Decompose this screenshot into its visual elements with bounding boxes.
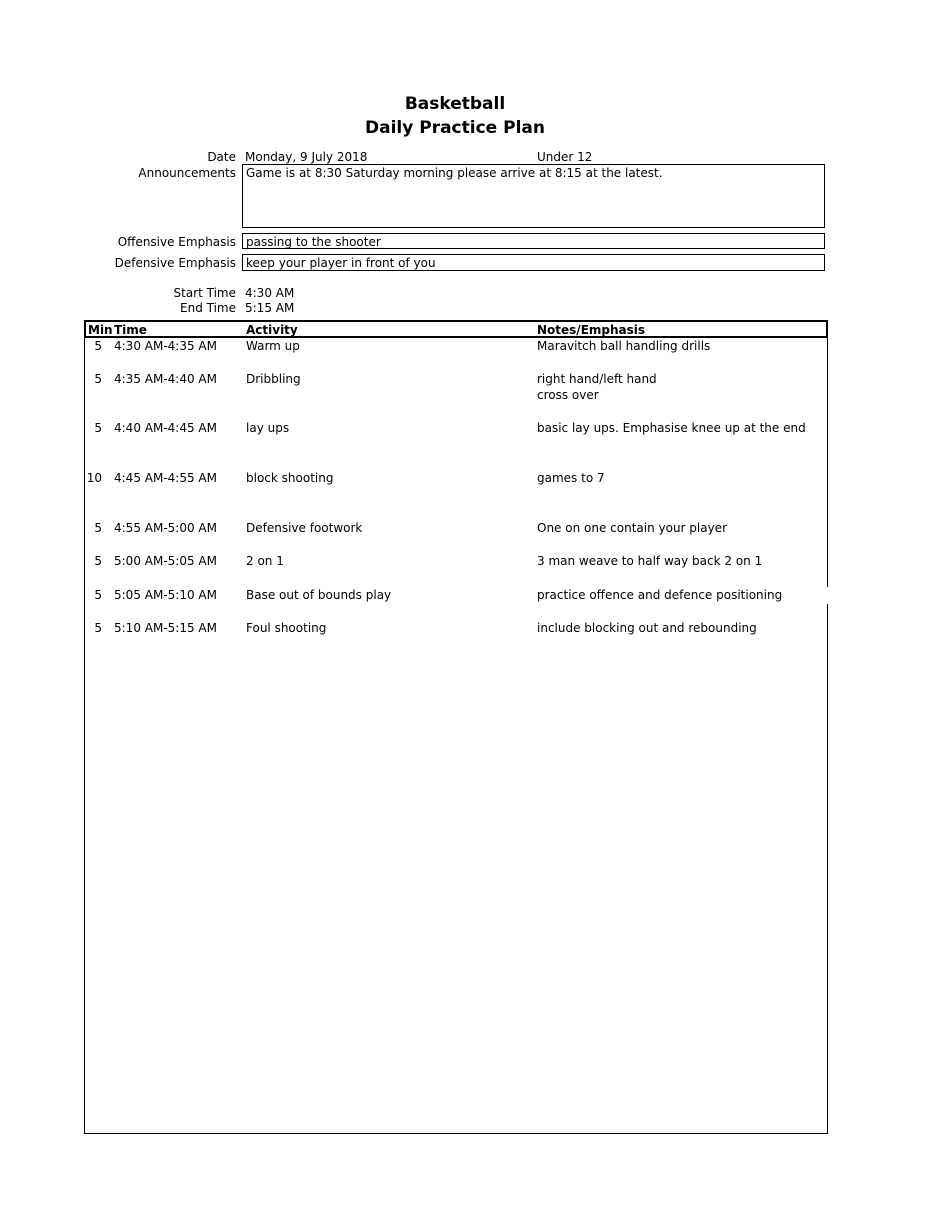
header-time: Time [114, 323, 147, 337]
practice-table [84, 320, 828, 1134]
row-notes: basic lay ups. Emphasise knee up at the end [537, 421, 806, 435]
row-min: 5 [94, 554, 102, 568]
row-activity: Foul shooting [246, 621, 327, 635]
row-min: 5 [94, 521, 102, 535]
row-notes: One on one contain your player [537, 521, 728, 535]
row-time: 4:55 AM-5:00 AM [114, 521, 217, 535]
header-activity: Activity [246, 323, 298, 337]
table-border-gap [824, 587, 832, 604]
row-activity: Base out of bounds play [246, 588, 392, 602]
row-activity: Dribbling [246, 372, 301, 386]
row-min: 5 [94, 621, 102, 635]
row-activity: 2 on 1 [246, 554, 284, 568]
date-label: Date [207, 150, 236, 164]
offensive-emphasis-field[interactable]: passing to the shooter [242, 233, 825, 249]
row-notes: games to 7 [537, 471, 605, 485]
end-time-value[interactable]: 5:15 AM [245, 301, 295, 315]
row-min: 5 [94, 588, 102, 602]
row-min: 5 [94, 339, 102, 353]
page-title: Daily Practice Plan [365, 118, 545, 138]
row-time: 4:45 AM-4:55 AM [114, 471, 217, 485]
row-time: 5:00 AM-5:05 AM [114, 554, 217, 568]
defensive-emphasis-label: Defensive Emphasis [114, 256, 236, 270]
table-header [84, 320, 828, 338]
date-value[interactable]: Monday, 9 July 2018 [245, 150, 368, 164]
start-time-value[interactable]: 4:30 AM [245, 286, 295, 300]
defensive-emphasis-field[interactable]: keep your player in front of you [242, 254, 825, 271]
row-activity: lay ups [246, 421, 290, 435]
row-notes: 3 man weave to half way back 2 on 1 [537, 554, 763, 568]
row-notes-line2: cross over [537, 388, 599, 402]
row-activity: Defensive footwork [246, 521, 363, 535]
header-min: Min [88, 323, 113, 337]
row-time: 4:35 AM-4:40 AM [114, 372, 217, 386]
offensive-emphasis-label: Offensive Emphasis [117, 235, 236, 249]
row-time: 4:30 AM-4:35 AM [114, 339, 217, 353]
row-time: 4:40 AM-4:45 AM [114, 421, 217, 435]
team-value[interactable]: Under 12 [537, 150, 593, 164]
row-activity: block shooting [246, 471, 334, 485]
row-time: 5:10 AM-5:15 AM [114, 621, 217, 635]
row-activity: Warm up [246, 339, 300, 353]
header-notes: Notes/Emphasis [537, 323, 646, 337]
row-min: 10 [86, 471, 102, 485]
row-notes: practice offence and defence positioning [537, 588, 783, 602]
start-time-label: Start Time [173, 286, 236, 300]
sport-title: Basketball [404, 94, 506, 114]
row-notes: Maravitch ball handling drills [537, 339, 711, 353]
row-time: 5:05 AM-5:10 AM [114, 588, 217, 602]
row-min: 5 [94, 372, 102, 386]
row-notes: include blocking out and rebounding [537, 621, 757, 635]
row-notes: right hand/left hand [537, 372, 657, 386]
announcements-field[interactable]: Game is at 8:30 Saturday morning please arrive at 8:15 at the latest. [242, 164, 825, 228]
end-time-label: End Time [180, 301, 236, 315]
announcements-label: Announcements [138, 166, 236, 180]
row-min: 5 [94, 421, 102, 435]
